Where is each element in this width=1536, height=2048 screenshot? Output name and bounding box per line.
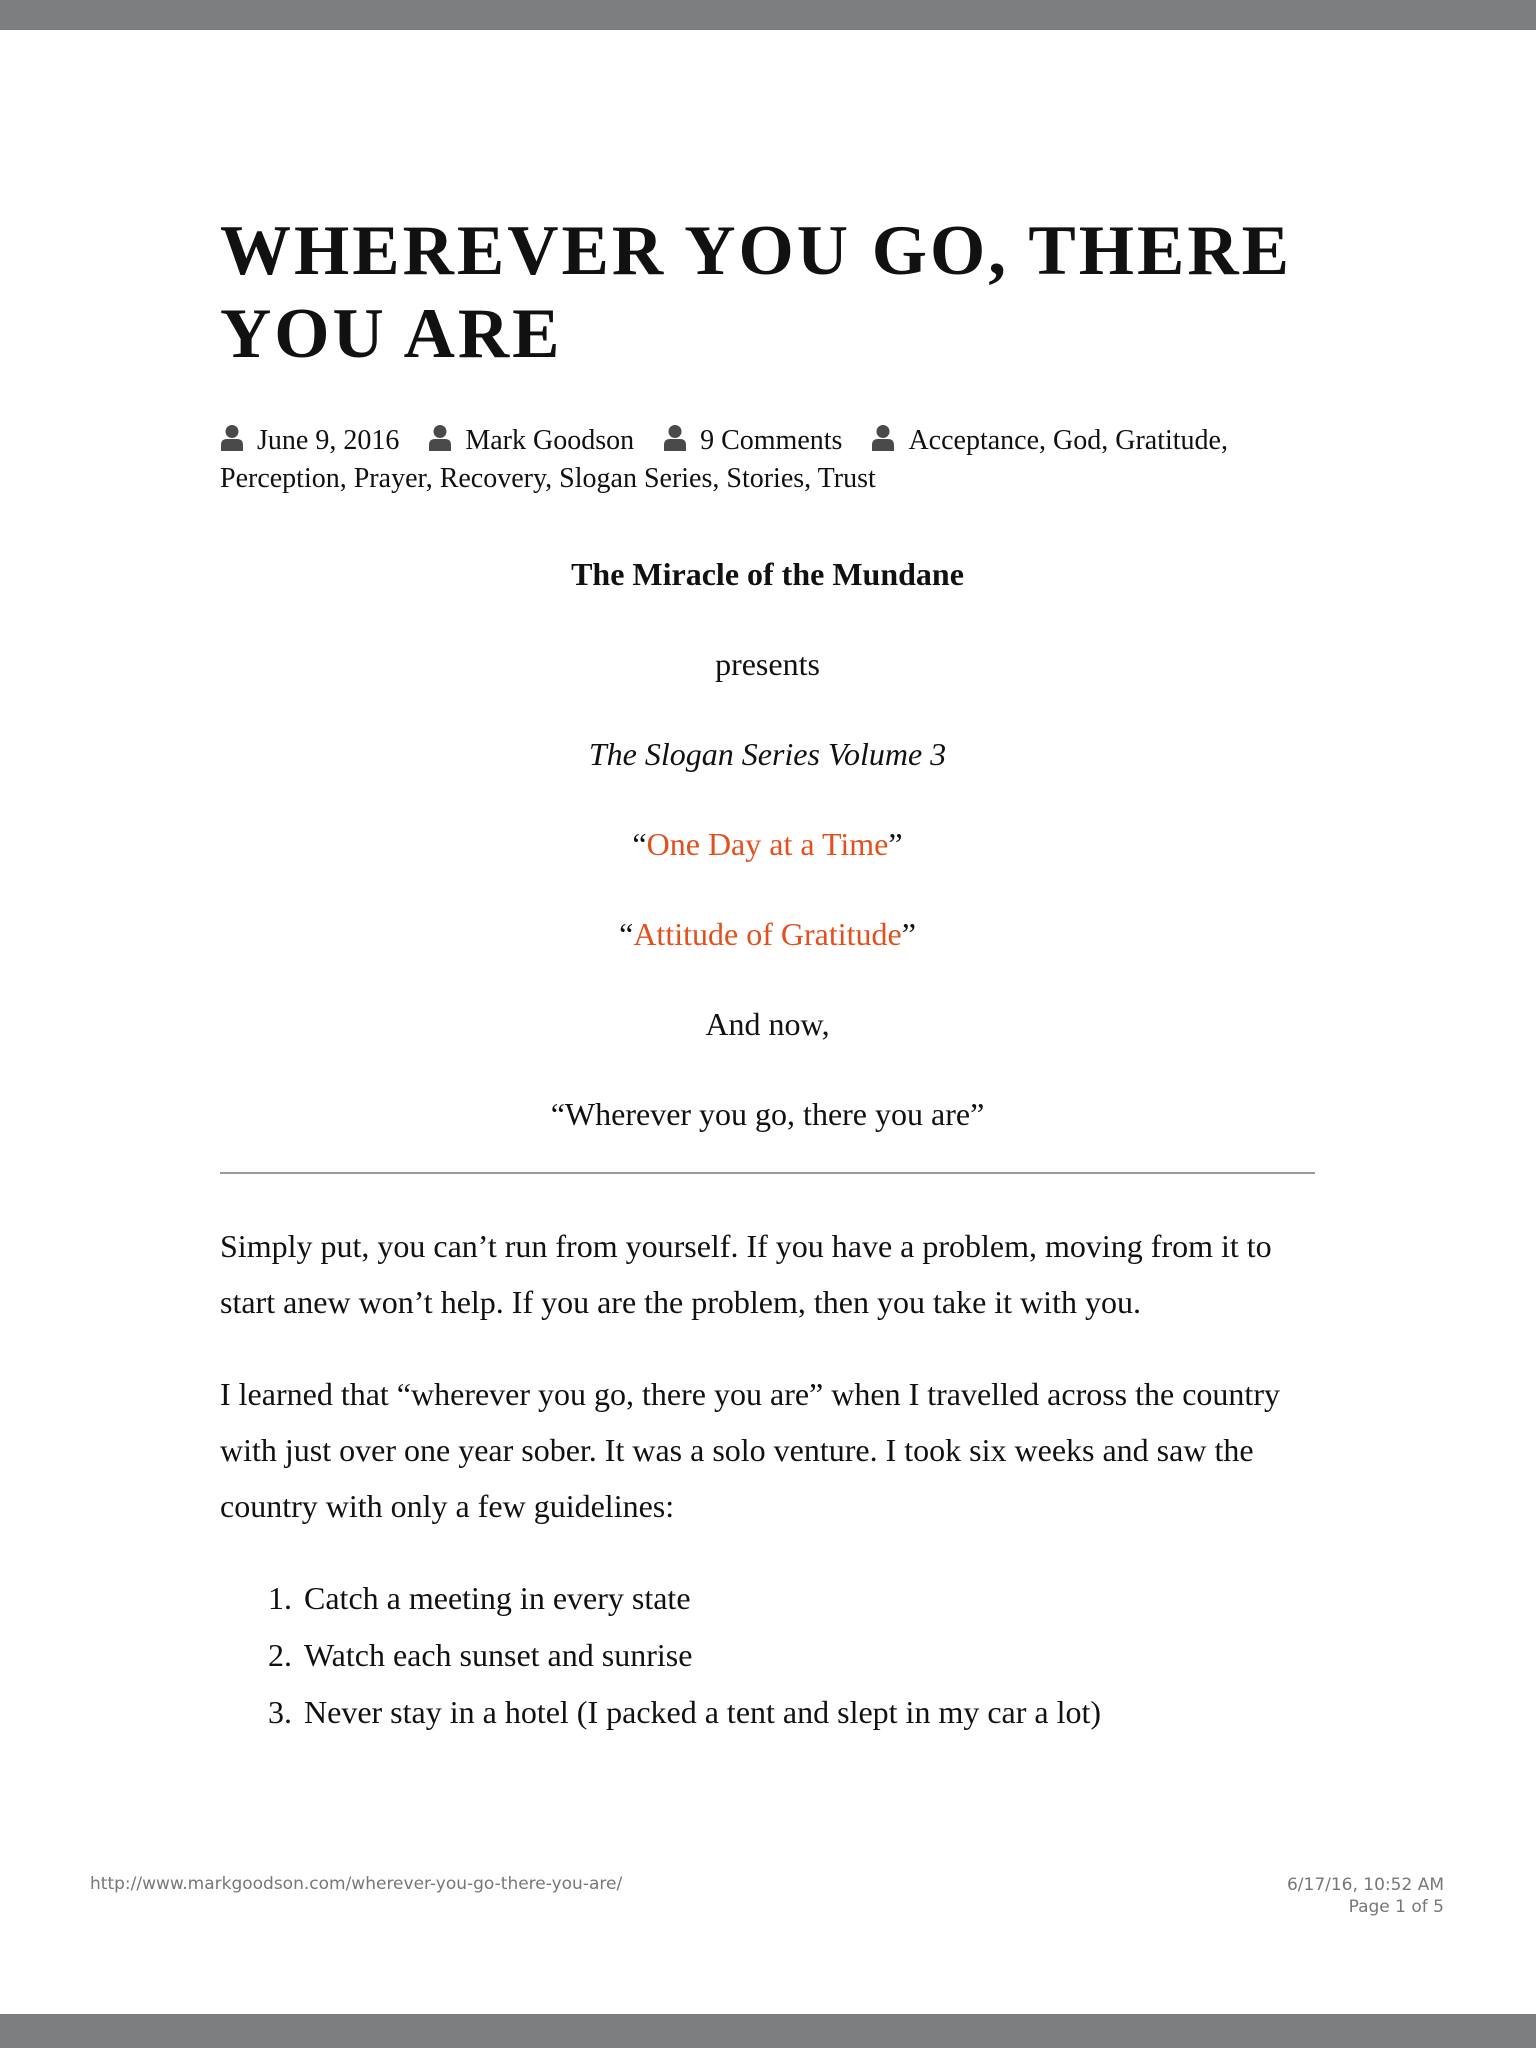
user-icon bbox=[871, 424, 895, 452]
intro-link-line-1 bbox=[220, 824, 1315, 864]
meta-comments bbox=[663, 425, 849, 456]
meta-date bbox=[220, 425, 406, 456]
guidelines-list bbox=[220, 1570, 1315, 1741]
intro-heading: The Miracle of the Mundane bbox=[571, 556, 964, 592]
list-item: 2. Watch each sunset and sunrise bbox=[300, 1627, 1315, 1684]
article bbox=[220, 210, 1315, 1741]
intro-and-now: And now, bbox=[705, 1006, 830, 1042]
user-icon bbox=[428, 424, 452, 452]
list-item: 1. Catch a meeting in every state bbox=[300, 1570, 1315, 1627]
post-categories[interactable]: Acceptance, God, Gratitude, Perception, Prayer, Recovery, Slogan Series, Stories, Trust bbox=[220, 425, 1228, 494]
user-icon bbox=[663, 424, 687, 452]
article-title: WHEREVER YOU GO, THERE YOU ARE bbox=[220, 212, 1292, 373]
open-quote: “ bbox=[632, 826, 647, 862]
intro-link-line-2 bbox=[220, 914, 1315, 954]
intro-series: The Slogan Series Volume 3 bbox=[588, 736, 947, 772]
intro-block bbox=[220, 554, 1315, 1134]
post-meta bbox=[220, 422, 1315, 498]
footer-page-number: Page 1 of 5 bbox=[1348, 1897, 1444, 1917]
attitude-of-gratitude-link[interactable]: Attitude of Gratitude bbox=[633, 916, 902, 952]
footer-timestamp: 6/17/16, 10:52 AM bbox=[1286, 1875, 1444, 1895]
paragraph: I learned that “wherever you go, there you are” when I travelled across the country with just over one year sober. It was a solo venture. I took six weeks and saw the country with only a few guidelines: bbox=[220, 1376, 1280, 1524]
print-page bbox=[0, 30, 1536, 2014]
footer-url: http://www.markgoodson.com/wherever-you-go-there-you-are/ bbox=[90, 1874, 623, 1894]
intro-presents: presents bbox=[715, 646, 820, 682]
post-comments[interactable]: 9 Comments bbox=[700, 425, 843, 456]
intro-slogan: “Wherever you go, there you are” bbox=[550, 1096, 985, 1132]
list-item: 3. Never stay in a hotel (I packed a tent and slept in my car a lot) bbox=[300, 1684, 1315, 1741]
open-quote: “ bbox=[619, 916, 634, 952]
one-day-at-a-time-link[interactable]: One Day at a Time bbox=[646, 826, 889, 862]
footer-info bbox=[1287, 1874, 1444, 1918]
paragraph: Simply put, you can’t run from yourself. If you have a problem, moving from it to start anew won’t help. If you are the problem, then you take it with you. bbox=[220, 1228, 1272, 1320]
article-body bbox=[220, 1218, 1315, 1741]
user-icon bbox=[220, 424, 244, 452]
divider bbox=[220, 1172, 1315, 1174]
post-date: June 9, 2016 bbox=[257, 425, 400, 456]
close-quote: ” bbox=[901, 916, 916, 952]
close-quote: ” bbox=[888, 826, 903, 862]
post-author[interactable]: Mark Goodson bbox=[465, 425, 635, 456]
meta-author bbox=[428, 425, 641, 456]
